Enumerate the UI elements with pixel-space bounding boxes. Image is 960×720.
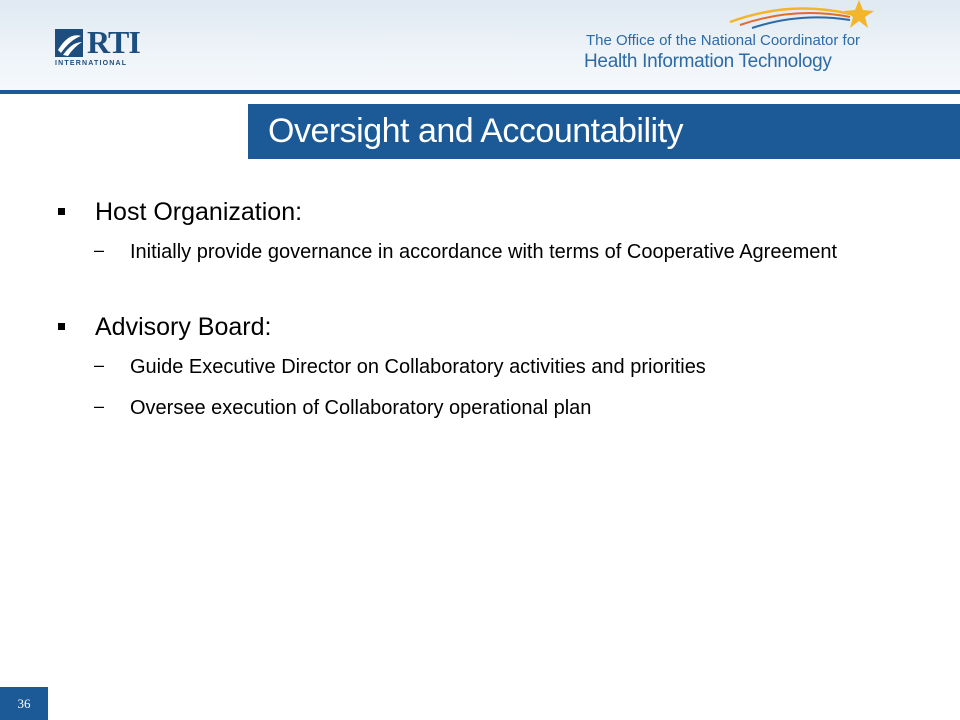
dash-bullet-icon: – <box>94 355 105 375</box>
square-bullet-icon <box>58 208 65 215</box>
slide-title: Oversight and Accountability <box>268 112 684 150</box>
onc-logo-line1: The Office of the National Coordinator for <box>586 32 861 49</box>
sub-bullet-text: Initially provide governance in accordance with terms of Cooperative Agreement <box>130 241 838 263</box>
dash-bullet-icon: – <box>94 396 105 416</box>
rti-logo-text: RTI <box>87 24 140 60</box>
bullet-text: Host Organization: <box>95 198 303 226</box>
sub-bullet-text: Guide Executive Director on Collaboratory activities and priorities <box>130 356 706 378</box>
rti-logo-subtext: INTERNATIONAL <box>55 60 128 67</box>
page-number: 36 <box>0 687 48 720</box>
dash-bullet-icon: – <box>94 240 105 260</box>
onc-logo-line2: Health Information Technology <box>584 51 832 72</box>
square-bullet-icon <box>58 323 65 330</box>
sub-bullet-text: Oversee execution of Collaboratory operational plan <box>130 397 592 419</box>
bullet-text: Advisory Board: <box>95 313 272 341</box>
